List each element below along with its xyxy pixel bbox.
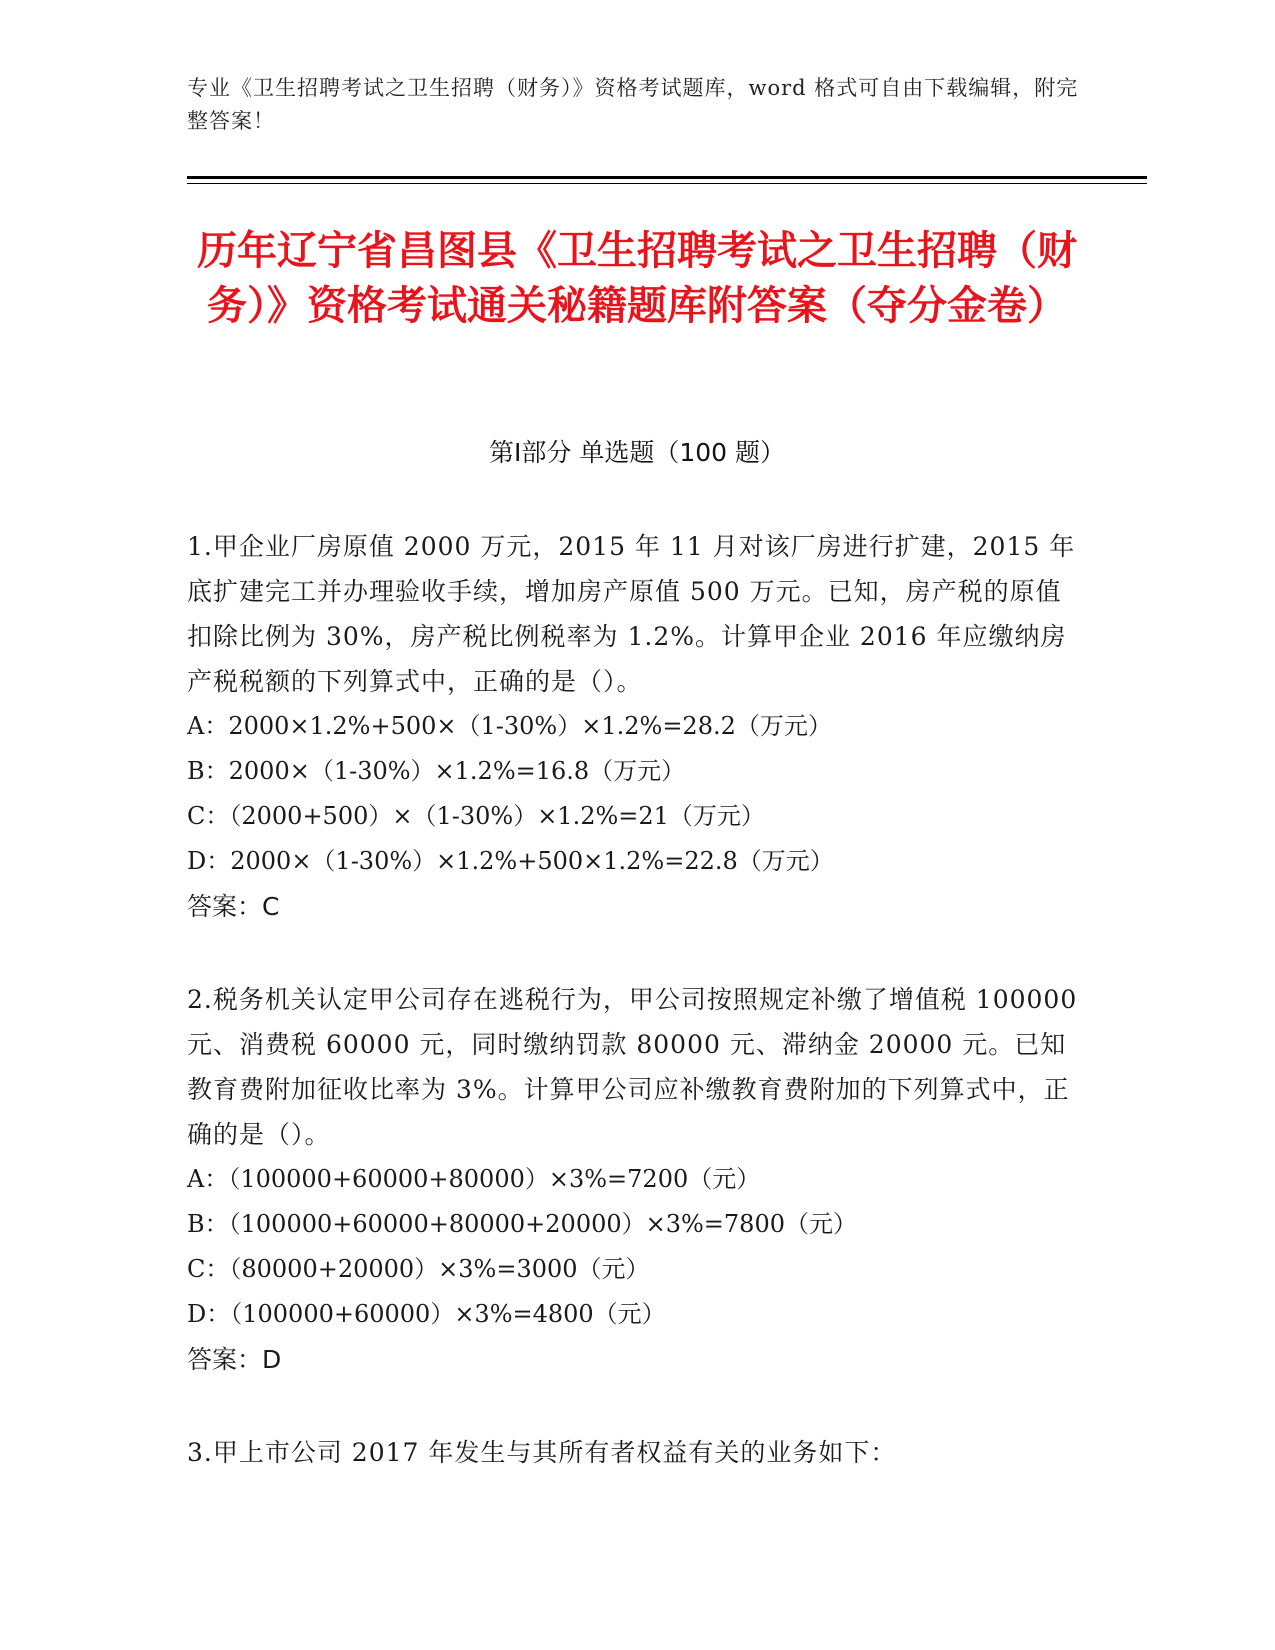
header-divider-thick — [187, 176, 1147, 179]
answer-line: 答案：C — [187, 892, 280, 921]
option-a: A：（100000+60000+80000）×3%=7200（元） — [187, 1165, 761, 1193]
option-c: C：（2000+500）×（1-30%）×1.2%=21（万元） — [187, 802, 765, 830]
question-2 — [187, 977, 1087, 1382]
question-stem: 1.甲企业厂房原值 2000 万元，2015 年 11 月对该厂房进行扩建，2015 年底扩建完工并办理验收手续，增加房产原值 500 万元。已知，房产税的原值扣除比例为 30%，房产税比例税率为 1.2%。计算甲企业 2016 年应缴纳房产税税额的下列算式中，正确的是（）。 — [187, 532, 1076, 696]
section-heading: 第Ⅰ部分 单选题（100 题） — [489, 438, 785, 467]
option-a: A：2000×1.2%+500×（1-30%）×1.2%=28.2（万元） — [187, 712, 832, 740]
header-note: 专业《卫生招聘考试之卫生招聘（财务）》资格考试题库，word 格式可自由下载编辑，附完整答案！ — [187, 76, 1079, 133]
question-3 — [187, 1430, 1087, 1475]
option-b: B：（100000+60000+80000+20000）×3%=7800（元） — [187, 1210, 857, 1238]
question-stem: 2.税务机关认定甲公司存在逃税行为，甲公司按照规定补缴了增值税 100000 元、消费税 60000 元，同时缴纳罚款 80000 元、滞纳金 20000 元。已知教育费附加征收比率为 3%。计算甲公司应补缴教育费附加的下列算式中，正确的是（）。 — [187, 985, 1078, 1149]
question-stem: 3.甲上市公司 2017 年发生与其所有者权益有关的业务如下： — [187, 1438, 897, 1467]
option-b: B：2000×（1-30%）×1.2%=16.8（万元） — [187, 757, 686, 785]
question-1 — [187, 524, 1087, 929]
option-c: C：（80000+20000）×3%=3000（元） — [187, 1255, 650, 1283]
answer-line: 答案：D — [187, 1345, 282, 1374]
option-d: D：2000×（1-30%）×1.2%+500×1.2%=22.8（万元） — [187, 847, 834, 875]
document-title: 历年辽宁省昌图县《卫生招聘考试之卫生招聘（财务）》资格考试通关秘籍题库附答案（夺分金卷） — [197, 228, 1077, 329]
option-d: D：（100000+60000）×3%=4800（元） — [187, 1300, 666, 1328]
header-divider-thin — [187, 183, 1147, 184]
